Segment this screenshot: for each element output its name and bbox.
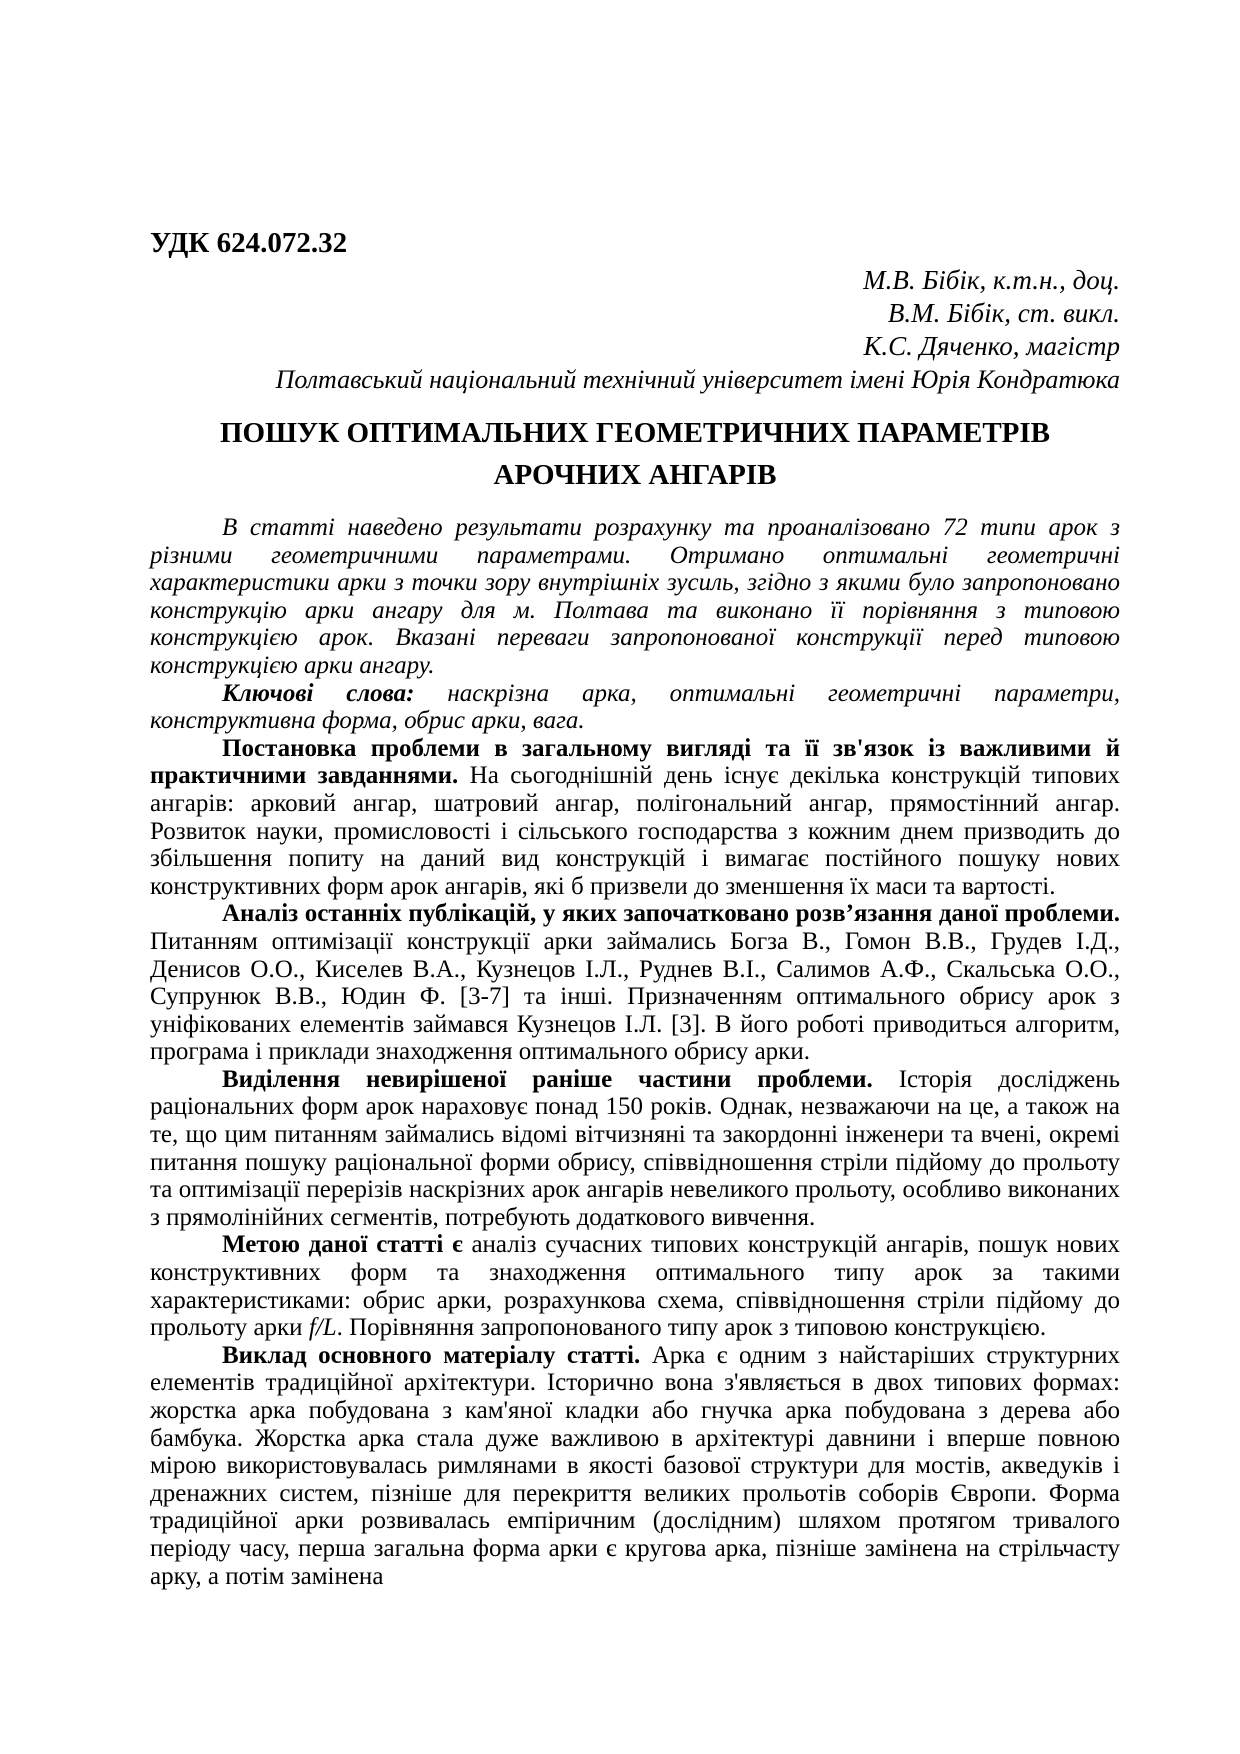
section-text: На сьогоднішній день існує декілька конструкцій типових ангарів: арковий ангар, шатровий ангар, полігональний ангар, прямостінний ангар. Розвиток науки, промисловості і сільського господарства з кожним днем призводить до збільшення попиту на даний вид конструкцій і вимагає постійного пошуку нових конструктивних форм арок ангарів, які б призвели до зменшення їх маси та вартості. [150,762,1120,900]
authors-block [150,264,1120,363]
section-paragraph [150,735,1120,901]
section-italic-term: f/L [308,1314,337,1342]
section-lead: Виклад основного матеріалу статті. [222,1341,641,1369]
section-text: Арка є одним з найстаріших структурних елементів традиційної архітектури. Історично вона з'являється в двох типових формах: жорстка арка побудована з кам'яної кладки або гнучка арка побудована з дерева або бамбука. Жорстка арка стала дуже важливою в архітектурі давнини і вперше повною мірою використовувалась римлянами в якості базової структури для мостів, акведуків і дренажних систем, пізніше для перекриття великих прольотів соборів Європи. Форма традиційної арки розвивалась емпіричним (дослідним) шляхом протягом тривалого періоду часу, перша загальна форма арки є кругова арка, пізніше замінена на стрільчасту арку, а потім замінена [150,1341,1120,1590]
section-text-after: . Порівняння запропонованого типу арок з типовою конструкцією. [336,1314,1047,1342]
section-lead: Постановка проблеми в загальному вигляді та її зв'язок із важливими й практичними завданнями. [150,734,1120,790]
keywords-text: наскрізна арка, оптимальні геометричні параметри, конструктивна форма, обрис арки, вага. [150,679,1120,735]
author-line: В.М. Бібік, ст. викл. [887,298,1120,328]
section-lead: Метою даної статті є [222,1231,463,1259]
section-paragraph [150,1342,1120,1590]
section-paragraph [150,1231,1120,1341]
section-text: Історія досліджень раціональних форм арок нараховує понад 150 років. Однак, незважаючи на це, а також на те, що цим питанням займались відомі вітчизняні та закордонні інженери та вчені, окремі питання пошуку раціональної форми обрису, співвідношення стріли підйому до прольоту та оптимізації перерізів наскрізних арок ангарів невеликого прольоту, особливо виконаних з прямолінійних сегментів, потребують додаткового вивчення. [150,1065,1121,1231]
abstract-paragraph: В статті наведено результати розрахунку та проаналізовано 72 типи арок з різними геометричними параметрами. Отримано оптимальні геометричні характеристики арки з точки зору внутрішніх зусиль, згідно з якими було запропоновано конструкцію арки ангару для м. Полтава та виконано її порівняння з типовою конструкцією арок. Вказані переваги запропонованої конструкції перед типовою конструкцією арки ангару. [150,514,1120,679]
udc-code: УДК 624.072.32 [150,227,348,259]
section-lead: Аналіз останніх публікацій, у яких започатковано розв’язання даної проблеми. [222,900,1120,928]
section-paragraph [150,900,1120,1066]
keywords-paragraph [150,680,1120,735]
section-lead: Виділення невирішеної раніше частини проблеми. [222,1065,873,1093]
section-paragraph [150,1066,1120,1232]
affiliation: Полтавський національний технічний університет імені Юрія Кондратюка [275,365,1120,394]
abstract-block [150,514,1120,735]
keywords-label: Ключові слова: [222,679,415,707]
author-line: К.С. Дяченко, магістр [863,331,1120,361]
article-title: ПОШУК ОПТИМАЛЬНИХ ГЕОМЕТРИЧНИХ ПАРАМЕТРІВ АРОЧНИХ АНГАРІВ [219,417,1051,491]
section-text: Питанням оптимізації конструкції арки займались Богза В., Гомон В.В., Грудев І.Д., Денисов О.О., Киселев В.А., Кузнецов І.Л., Руднев В.І., Салимов А.Ф., Скальська О.О., Супрунюк В.В., Юдин Ф. [3-7] та інші. Призначенням оптимального обрису арок з уніфікованих елементів займався Кузнецов І.Л. [3]. В його роботі приводиться алгоритм, програма і приклади знаходження оптимального обрису арки. [150,927,1120,1066]
author-line: М.В. Бібік, к.т.н., доц. [863,265,1120,295]
section-text: аналіз сучасних типових конструкцій ангарів, пошук нових конструктивних форм та знаходження оптимального типу арок за такими характеристиками: обрис арки, розрахункова схема, співвідношення стріли підйому до прольоту арки [150,1231,1120,1342]
